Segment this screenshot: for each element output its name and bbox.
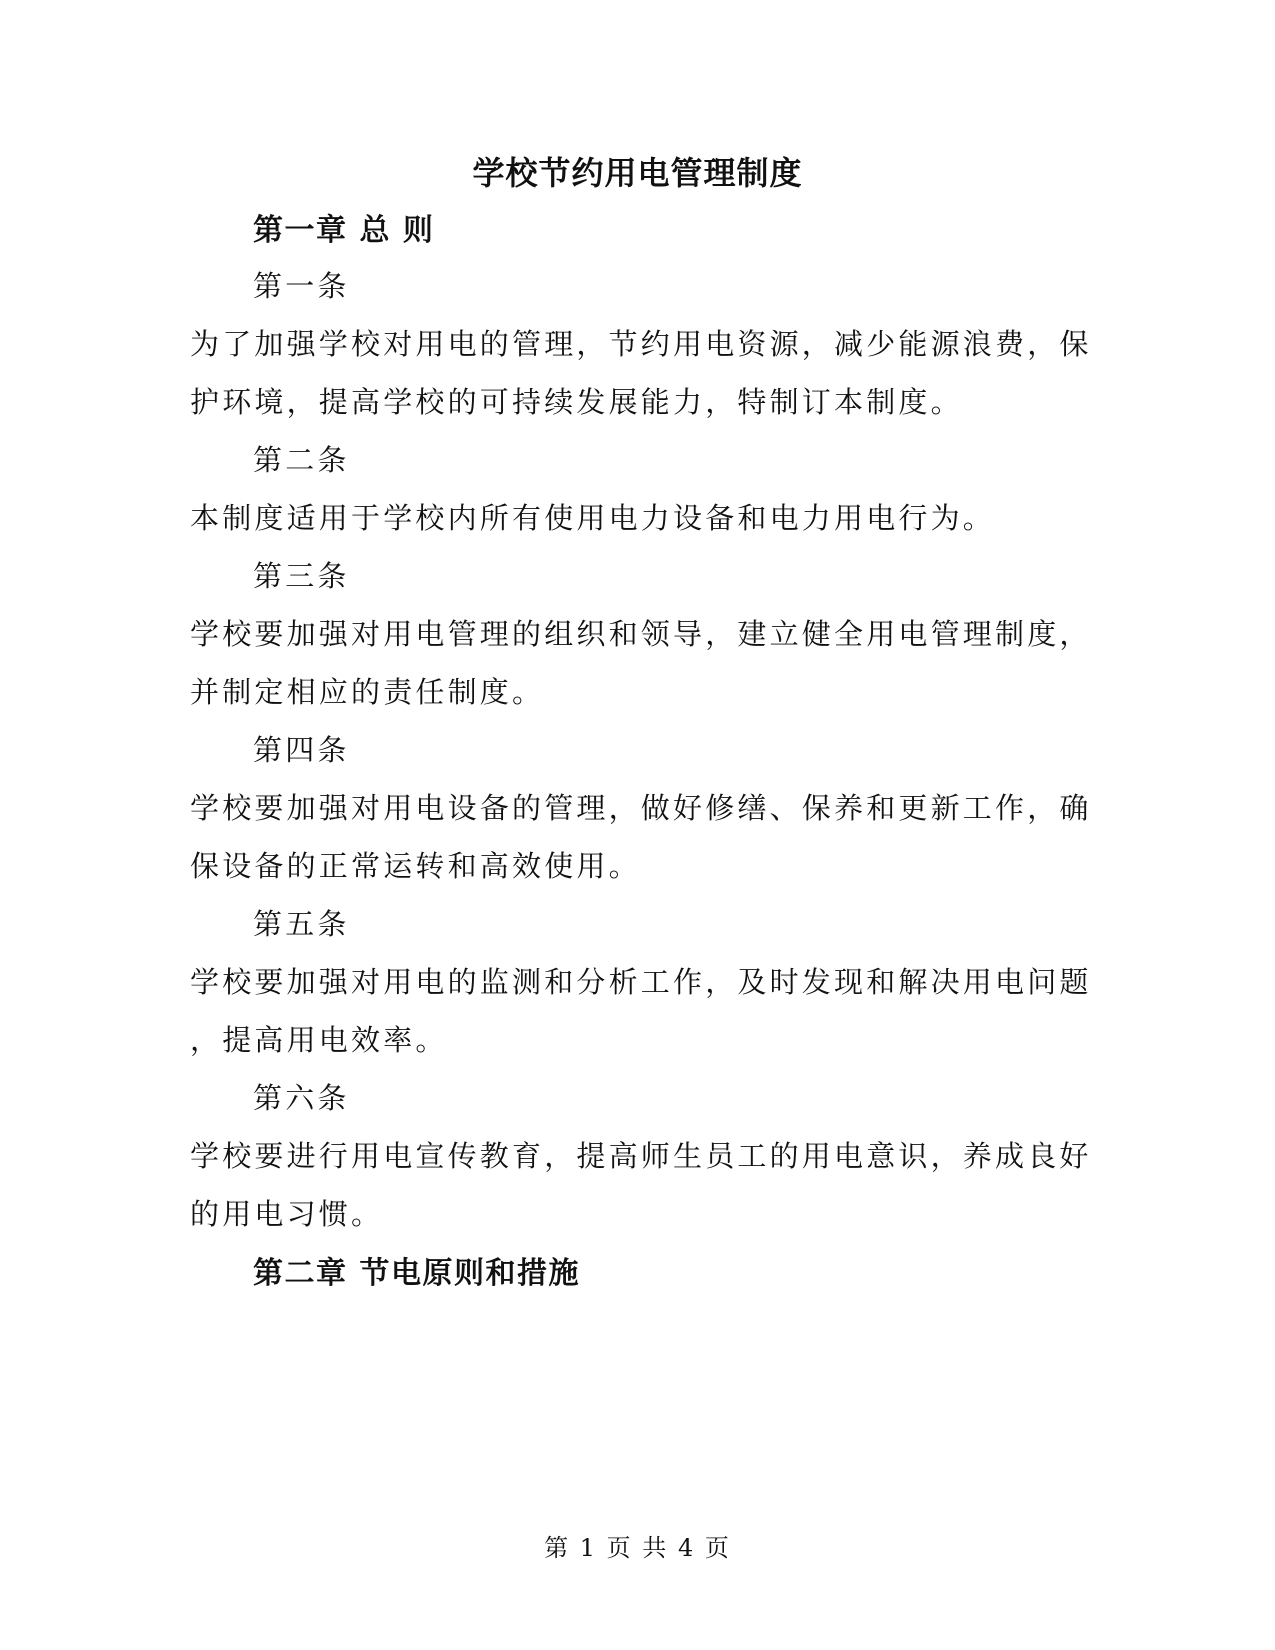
article-label-5: 第五条 — [253, 907, 350, 941]
chapter-heading-1: 第一章 总 则 — [253, 213, 435, 248]
article-text-2-line-1: 本制度适用于学校内所有使用电力设备和电力用电行为。 — [190, 501, 996, 535]
article-label-1: 第一条 — [253, 269, 350, 303]
chapter-heading-2: 第二章 节电原则和措施 — [253, 1256, 580, 1291]
article-label-4: 第四条 — [253, 733, 350, 767]
article-text-1-line-2: 护环境，提高学校的可持续发展能力，特制订本制度。 — [190, 385, 963, 419]
article-text-4-line-2: 保设备的正常运转和高效使用。 — [190, 849, 641, 883]
article-text-5-line-1: 学校要加强对用电的监测和分析工作，及时发现和解决用电问题 — [190, 965, 1092, 999]
page-footer: 第 1 页 共 4 页 — [544, 1534, 731, 1562]
article-label-2: 第二条 — [253, 443, 350, 477]
article-label-6: 第六条 — [253, 1081, 350, 1115]
article-text-5-line-2: ，提高用电效率。 — [190, 1023, 448, 1057]
article-text-6-line-1: 学校要进行用电宣传教育，提高师生员工的用电意识，养成良好 — [190, 1139, 1092, 1173]
article-text-3-line-2: 并制定相应的责任制度。 — [190, 675, 545, 709]
article-text-1-line-1: 为了加强学校对用电的管理，节约用电资源，减少能源浪费，保 — [190, 327, 1092, 361]
article-text-3-line-1: 学校要加强对用电管理的组织和领导，建立健全用电管理制度， — [190, 617, 1092, 651]
article-text-6-line-2: 的用电习惯。 — [190, 1197, 384, 1231]
article-text-4-line-1: 学校要加强对用电设备的管理，做好修缮、保养和更新工作，确 — [190, 791, 1092, 825]
article-label-3: 第三条 — [253, 559, 350, 593]
document-title: 学校节约用电管理制度 — [472, 154, 803, 192]
